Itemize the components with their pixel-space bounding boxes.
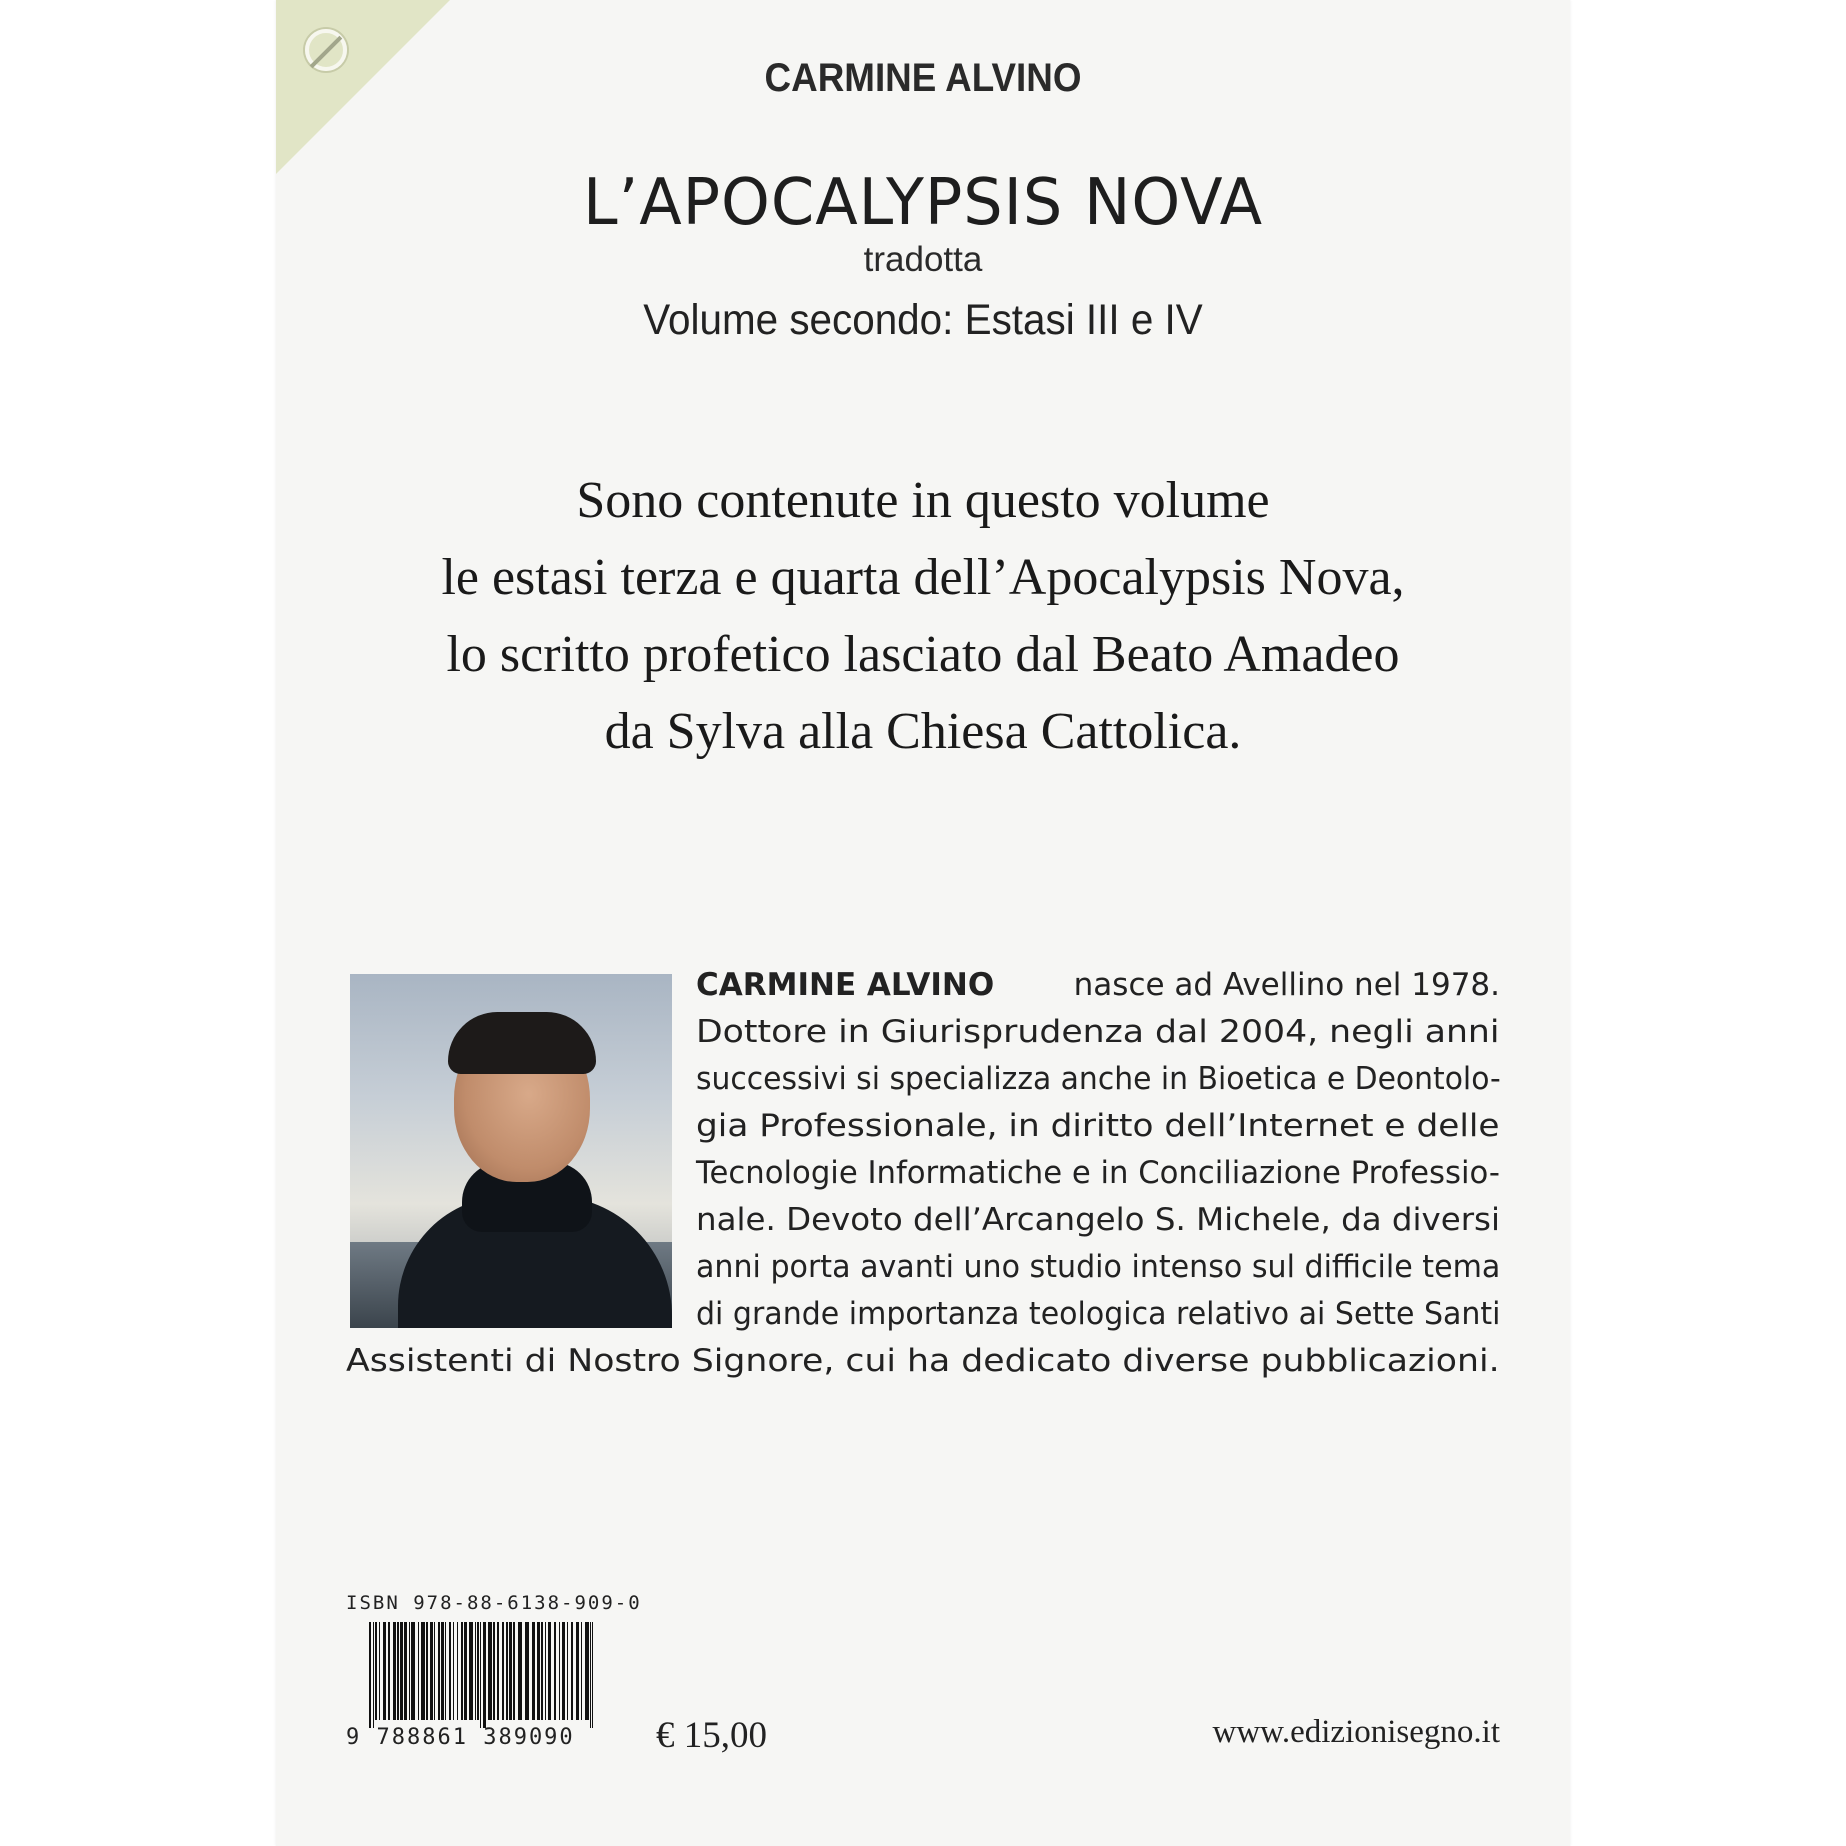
- barcode-bar: [445, 1622, 446, 1720]
- barcode-bar: [537, 1622, 540, 1720]
- barcode-bar: [375, 1622, 377, 1720]
- book-title: L’APOCALYPSIS NOVA: [582, 166, 1264, 240]
- author-bio: [276, 962, 1570, 1382]
- isbn-label: ISBN 978-88-6138-909-0: [346, 1592, 642, 1614]
- barcode-bar: [480, 1622, 481, 1728]
- barcode-bar: [571, 1622, 573, 1720]
- barcode-bar: [488, 1622, 492, 1720]
- barcode-bar: [388, 1622, 390, 1720]
- author-name: CARMINE ALVINO: [764, 56, 1082, 100]
- barcode-bar: [581, 1622, 582, 1720]
- barcode-bar: [383, 1622, 386, 1720]
- barcode-bar: [502, 1622, 504, 1720]
- barcode-bar: [513, 1622, 515, 1720]
- barcode-bar: [461, 1622, 463, 1720]
- barcode-bar: [477, 1622, 479, 1720]
- barcode-bar: [411, 1622, 415, 1720]
- barcode-bar: [592, 1622, 593, 1728]
- bio-author-name: CARMINE ALVINO: [696, 967, 995, 1003]
- barcode-bar: [400, 1622, 403, 1720]
- barcode-bar: [562, 1622, 565, 1720]
- barcode-bar: [493, 1622, 495, 1720]
- barcode-bar: [545, 1622, 546, 1720]
- barcode-bar: [397, 1622, 399, 1720]
- barcode-bar: [559, 1622, 560, 1720]
- barcode-bar: [369, 1622, 371, 1728]
- barcode-bar: [554, 1622, 556, 1720]
- bio-line: di grande importanza teologica relativo ai Sette Santi: [696, 1296, 1501, 1332]
- barcode-bar: [469, 1622, 473, 1720]
- barcode-bar: [449, 1622, 451, 1720]
- blurb-line: Sono contenute in questo volume: [576, 472, 1270, 529]
- barcode-bar: [409, 1622, 410, 1720]
- bio-line: gia Professionale, in diritto dell’Internet e delle: [696, 1108, 1500, 1144]
- barcode-bar: [426, 1622, 428, 1720]
- barcode-bar: [453, 1622, 454, 1720]
- barcode-bar: [548, 1622, 551, 1720]
- bio-line: Dottore in Giurisprudenza dal 2004, negli anni: [696, 1014, 1500, 1050]
- bio-line: [696, 962, 1500, 1009]
- barcode-bar: [532, 1622, 535, 1720]
- barcode-bar: [506, 1622, 508, 1720]
- barcode-bar: [418, 1622, 419, 1720]
- barcode-bar: [483, 1622, 486, 1728]
- barcode-bar: [475, 1622, 476, 1720]
- volume-label: Volume secondo: Estasi III e IV: [643, 296, 1203, 344]
- barcode-bar: [464, 1622, 467, 1720]
- bio-line: Assistenti di Nostro Signore, cui ha dedicato diverse pubblicazioni.: [346, 1343, 1500, 1379]
- barcode-bar: [585, 1622, 589, 1720]
- barcode: [369, 1622, 593, 1728]
- publisher-website: www.edizionisegno.it: [1212, 1714, 1500, 1750]
- barcode-bar: [441, 1622, 444, 1720]
- blurb: [276, 462, 1570, 770]
- book-subtitle: tradotta: [863, 240, 983, 279]
- book-back-cover: [276, 0, 1570, 1846]
- blurb-line: lo scritto profetico lasciato dal Beato Amadeo: [446, 626, 1400, 683]
- barcode-bar: [590, 1622, 591, 1728]
- barcode-bar: [430, 1622, 433, 1720]
- bio-line-text: nasce ad Avellino nel 1978.: [1063, 967, 1500, 1003]
- barcode-bar: [421, 1622, 425, 1720]
- barcode-bar: [373, 1622, 374, 1728]
- blurb-line: le estasi terza e quarta dell’Apocalypsis Nova,: [441, 549, 1405, 606]
- barcode-bar: [457, 1622, 458, 1720]
- barcode-bar: [393, 1622, 396, 1720]
- barcode-bar: [434, 1622, 435, 1720]
- barcode-bar: [541, 1622, 543, 1720]
- bio-line: anni porta avanti uno studio intenso sul difficile tema: [696, 1249, 1501, 1285]
- barcode-bar: [518, 1622, 522, 1720]
- bio-line: successivi si specializza anche in Bioetica e Deontolo-: [696, 1061, 1501, 1097]
- barcode-bar: [576, 1622, 579, 1720]
- bio-line: nale. Devoto dell’Arcangelo S. Michele, da diversi: [696, 1202, 1500, 1238]
- bio-line: Tecnologie Informatiche e in Conciliazione Professio-: [696, 1155, 1500, 1191]
- barcode-bar: [525, 1622, 529, 1720]
- barcode-bar: [509, 1622, 512, 1720]
- barcode-digits: 9 788861 389090: [346, 1725, 575, 1750]
- price: € 15,00: [656, 1715, 767, 1756]
- barcode-bar: [567, 1622, 568, 1720]
- barcode-bar: [438, 1622, 440, 1720]
- barcode-bar: [497, 1622, 499, 1720]
- blurb-line: da Sylva alla Chiesa Cattolica.: [604, 703, 1242, 760]
- barcode-bar: [404, 1622, 407, 1720]
- barcode-bar: [379, 1622, 380, 1720]
